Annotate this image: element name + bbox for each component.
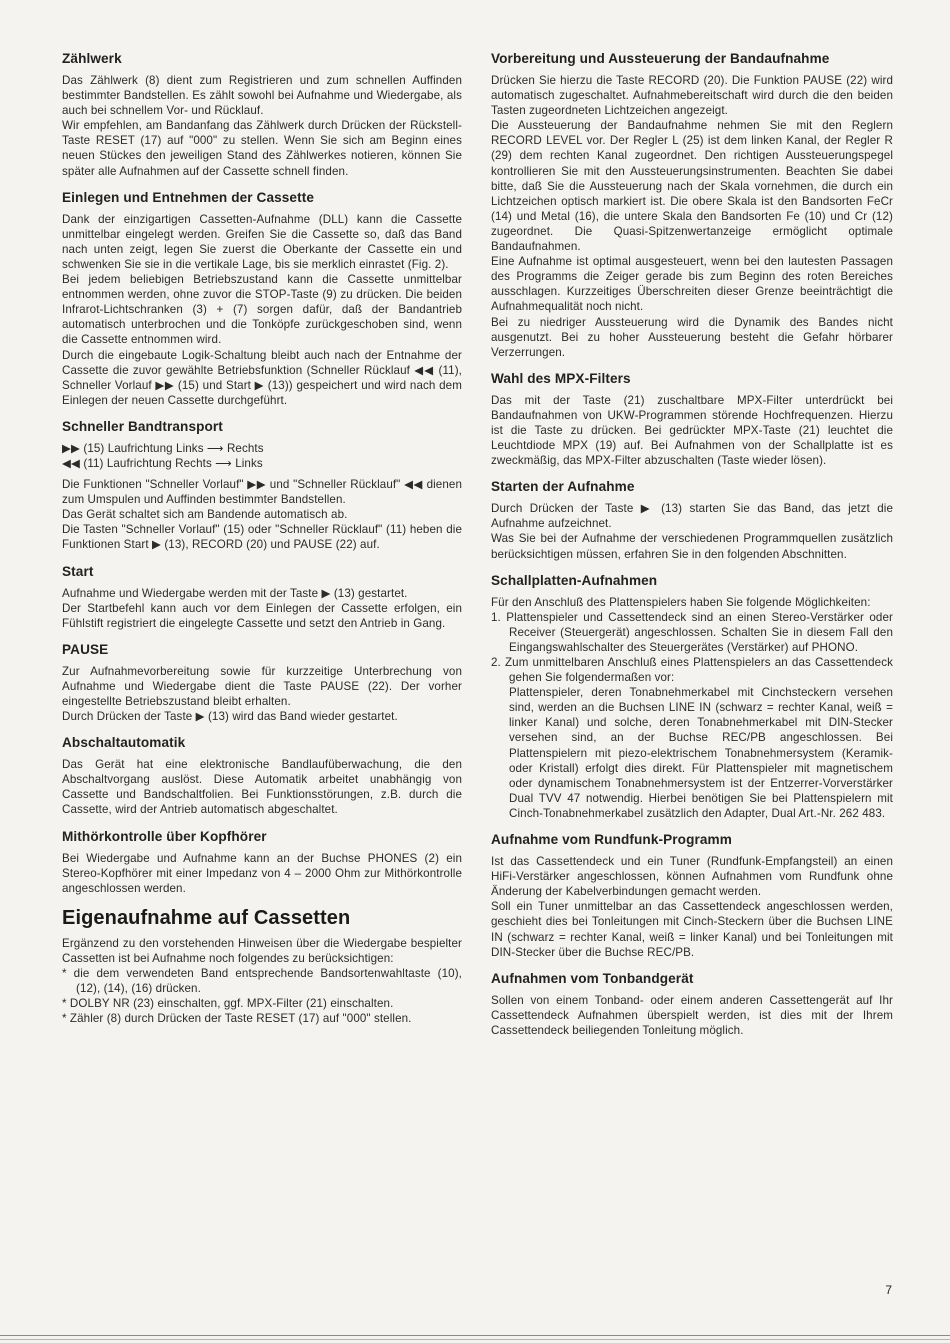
section-schallplatten [491,572,893,821]
section-pause [62,641,462,724]
left-column [62,50,462,1036]
section-heading: PAUSE [62,641,109,657]
section-heading: Start [62,563,94,579]
section-zaehlwerk [62,50,462,179]
section-abschaltautomatik [62,734,462,817]
paragraph: Die Funktionen "Schneller Vorlauf" ▶▶ und "Schneller Rücklauf" ◀◀ dienen zum Umspulen und Auffinden bestimmter Bandstellen. [62,478,462,507]
section-rundfunk [491,831,893,960]
paragraph: Durch Drücken der Taste ▶ (13) starten Sie das Band, das jetzt die Aufnahme aufzeichnet. [491,502,893,531]
paragraph: Bei jedem beliebigen Betriebszustand kann die Cassette unmittelbar entnommen werden, ohne zuvor die STOP-Taste (9) zu drücken. Die beiden Infrarot-Lichtschranken (3) + (7) sorgen dafür, daß der Bandantrieb automatisch unterbrochen und die Tonköpfe zurückgeschoben sind, wenn die Cassette entnommen wird. [62,273,462,347]
paragraph: Bei zu niedriger Aussteuerung wird die Dynamik des Bandes nicht ausgenutzt. Bei zu hoher Aussteuerung besteht die Gefahr hörbarer Verzerrungen. [491,315,893,359]
paragraph: Die Aussteuerung der Bandaufnahme nehmen Sie mit den Reglern RECORD LEVEL vor. Der Regler L (25) ist dem linken Kanal, der Regler R (29) dem rechten Kanal zugeordnet. Den richtigen Aussteuerungspegel kontrollieren Sie mit den Aussteuerungsinstrumenten. Beachten Sie dabei bitte, daß Sie die Aussteuerung nach der Skala vornehmen, die durch ein Lichtzeichen optisch markiert ist. Die obere Skala ist den Bandsorten FeCr (14) und Metal (16), die untere Skala den Bandsorten Fe (10) und Cr (12) zugeordnet. Die Quasi-Spitzenwertanzeige ermöglicht optimale Bandaufnahmen. [491,119,893,254]
bullet-item: * die dem verwendeten Band entsprechende Bandsortenwahltaste (10), (12), (14), (16) drücken. [62,967,462,996]
paragraph: Ergänzend zu den vorstehenden Hinweisen über die Wiedergabe bespielter Cassetten ist bei Aufnahme noch folgendes zu berücksichtigen: [62,936,462,965]
footer-rule-secondary [0,1339,950,1340]
section-starten [491,478,893,561]
section-eigenaufnahme [62,906,462,1027]
paragraph: Dank der einzigartigen Cassetten-Aufnahme (DLL) kann die Cassette unmittelbar eingelegt werden. Greifen Sie die Cassette so, daß das Band nach unten zeigt, legen Sie zuerst die Oberkante der Cassette ein und schwenken Sie sie in die vertikale Lage, bis sie merklich einrastet (Fig. 2). [62,212,462,271]
section-heading: Aufnahmen vom Tonbandgerät [491,970,694,986]
section-heading: Schneller Bandtransport [62,418,223,434]
paragraph: Das Gerät schaltet sich am Bandende automatisch ab. [62,508,348,522]
section-heading: Vorbereitung und Aussteuerung der Bandaufnahme [491,51,830,66]
bullet-item: * Zähler (8) durch Drücken der Taste RESET (17) auf "000" stellen. [62,1012,412,1026]
section-heading: Mithörkontrolle über Kopfhörer [62,828,267,844]
paragraph: Plattenspieler, deren Tonabnehmerkabel mit Cinchsteckern versehen sind, werden an die Buchsen LINE IN (schwarz = rechter Kanal, weiß = linker Kanal) und solche, deren Tonabnehmerkabel mit DIN-Stecker versehen sind, an der Buchse REC/PB angeschlossen. Bei Plattenspielern mit piezo-elektrischem Tonabnehmersystem (Keramik- oder Kristall) erfolgt dies direkt. Für Plattenspieler mit magnetischem oder dynamischem Tonabnehmersystem ist der Entzerrer-Vorverstärker Dual TVV 47 notwendig. Hierbei benötigen Sie bei Plattenspielern mit Cinch-Tonabnehmerkabel zusätzlich den Adapter, Dual Art.-Nr. 262 483. [509,686,893,820]
right-column [491,50,893,1048]
section-heading: Aufnahme vom Rundfunk-Programm [491,832,732,848]
section-heading: Schallplatten-Aufnahmen [491,572,658,588]
section-heading: Starten der Aufnahme [491,479,635,495]
paragraph: Das Gerät hat eine elektronische Bandlaufüberwachung, die den Abschaltvorgang auslöst. Diese Automatik arbeitet unabhängig von Cassette und Bandschaltfolien. Bei Funktionsstörungen, z.B. durch die Cassette, wird der Antrieb automatisch abgeschaltet. [62,758,462,817]
page-number: 7 [885,1283,892,1297]
section-start [62,563,462,631]
paragraph: Durch die eingebaute Logik-Schaltung bleibt auch nach der Entnahme der Cassette die zuvor gewählte Betriebsfunktion (Schneller Rücklauf ◀◀ (11), Schneller Vorlauf ▶▶ (15) und Start ▶ (13)) gespeichert und wird nach dem Einlegen der neuen Cassette durchgeführt. [62,348,462,407]
section-einlegen [62,189,462,408]
paragraph: Wir empfehlen, am Bandanfang das Zählwerk durch Drücken der Rückstell-Taste RESET (17) auf "000" zu stellen. Wenn Sie sich am Beginn eines neuen Stückes den jeweiligen Stand des Zählwerkes notieren, können Sie später alle Aufnahmen auf der Cassette schnell finden. [62,119,462,178]
footer-rule [0,1335,950,1336]
paragraph: Der Startbefehl kann auch vor dem Einlegen der Cassette erfolgen, ein Fühlstift registriert die eingelegte Cassette und setzt den Antrieb in Gang. [62,601,462,630]
paragraph: Eine Aufnahme ist optimal ausgesteuert, wenn bei den lautesten Passagen des Programms die Zeiger gerade bis zum Beginn des roten Bereiches ausschlagen. Kurzzeitiges Überschreiten dieser Grenze beeinträchtigt die Aufnahmequalität noch nicht. [491,255,893,314]
section-mithoerkontrolle [62,828,462,896]
section-tonbandgeraet [491,970,893,1038]
section-heading: Abschaltautomatik [62,735,186,751]
paragraph: Soll ein Tuner unmittelbar an das Cassettendeck angeschlossen werden, geschieht dies bei Tonleitungen mit Cinch-Steckern über die Buchsen LINE IN (schwarz = rechter Kanal, weiß = linker Kanal) und bei Tonleitungen mit DIN-Stecker über die Buchse REC/PB. [491,900,893,959]
paragraph: Das Zählwerk (8) dient zum Registrieren und zum schnellen Auffinden bestimmter Bandstellen. Es zählt sowohl bei Aufnahme und Wiedergabe, als auch bei schnellem Vor- und Rücklauf. [62,74,462,118]
paragraph: ▶▶ (15) Laufrichtung Links ⟶ Rechts [62,441,264,455]
paragraph: Aufnahme und Wiedergabe werden mit der Taste ▶ (13) gestartet. [62,586,408,600]
paragraph: Die Tasten "Schneller Vorlauf" (15) oder "Schneller Rücklauf" (11) heben die Funktionen Start ▶ (13), RECORD (20) und PAUSE (22) auf. [62,523,462,552]
numbered-item: 1. Plattenspieler und Cassettendeck sind an einen Stereo-Verstärker oder Receiver (Steuergerät) angeschlossen. Schalten Sie in diesem Fall den Eingangswahlschalter des Steuergerätes (Verstärker) auf PHONO. [491,610,893,654]
paragraph: ◀◀ (11) Laufrichtung Rechts ⟶ Links [62,456,263,470]
paragraph: Sollen von einem Tonband- oder einem anderen Cassettengerät auf Ihr Cassettendeck Aufnahmen überspielt werden, ist dies mit der Ihrem Cassettendeck beiliegenden Tonleitung möglich. [491,993,893,1037]
paragraph: Ist das Cassettendeck und ein Tuner (Rundfunk-Empfangsteil) an einen HiFi-Verstärker angeschlossen, können Aufnahmen vom Rundfunk ohne Änderung der Kabelverbindungen gemacht werden. [491,855,893,899]
numbered-item: 2. Zum unmittelbaren Anschluß eines Plattenspielers an das Cassettendeck gehen Sie folgendermaßen vor: [491,656,893,685]
paragraph: Durch Drücken der Taste ▶ (13) wird das Band wieder gestartet. [62,710,398,724]
paragraph: Was Sie bei der Aufnahme der verschiedenen Programmquellen zusätzlich berücksichtigen müssen, erfahren Sie in den folgenden Abschnitten. [491,532,893,561]
paragraph: Das mit der Taste (21) zuschaltbare MPX-Filter unterdrückt bei Bandaufnahmen von UKW-Programmen störende Hochfrequenzen. Hierzu ist die Taste zu drücken. Bei gedrückter MPX-Taste (21) leuchtet die Leuchtdiode MPX (19) auf. Bei Aufnahmen von der Schallplatte ist es zweckmäßig, das MPX-Filter abzuschalten (Taste wieder lösen). [491,393,893,468]
section-aussteuerung [491,50,893,360]
paragraph: Für den Anschluß des Plattenspielers haben Sie folgende Möglichkeiten: [491,595,871,609]
paragraph: Drücken Sie hierzu die Taste RECORD (20). Die Funktion PAUSE (22) wird automatisch zugeschaltet. Aufnahmebereitschaft wird durch die den beiden Tasten zugeordneten Lichtzeichen angezeigt. [491,74,893,118]
chapter-title: Eigenaufnahme auf Cassetten [62,906,351,929]
bullet-item: * DOLBY NR (23) einschalten, ggf. MPX-Filter (21) einschalten. [62,997,394,1011]
section-heading: Einlegen und Entnehmen der Cassette [62,189,315,205]
section-heading: Wahl des MPX-Filters [491,370,631,386]
section-heading: Zählwerk [62,51,122,66]
paragraph: Zur Aufnahmevorbereitung sowie für kurzzeitige Unterbrechung von Aufnahme und Wiedergabe dient die Taste PAUSE (22). Der vorher eingestellte Betriebszustand bleibt erhalten. [62,664,462,708]
section-mpx-filter [491,370,893,468]
section-bandtransport [62,418,462,553]
paragraph: Bei Wiedergabe und Aufnahme kann an der Buchse PHONES (2) ein Stereo-Kopfhörer mit einer Impedanz von 4 – 2000 Ohm zur Mithörkontrolle angeschlossen werden. [62,851,462,895]
